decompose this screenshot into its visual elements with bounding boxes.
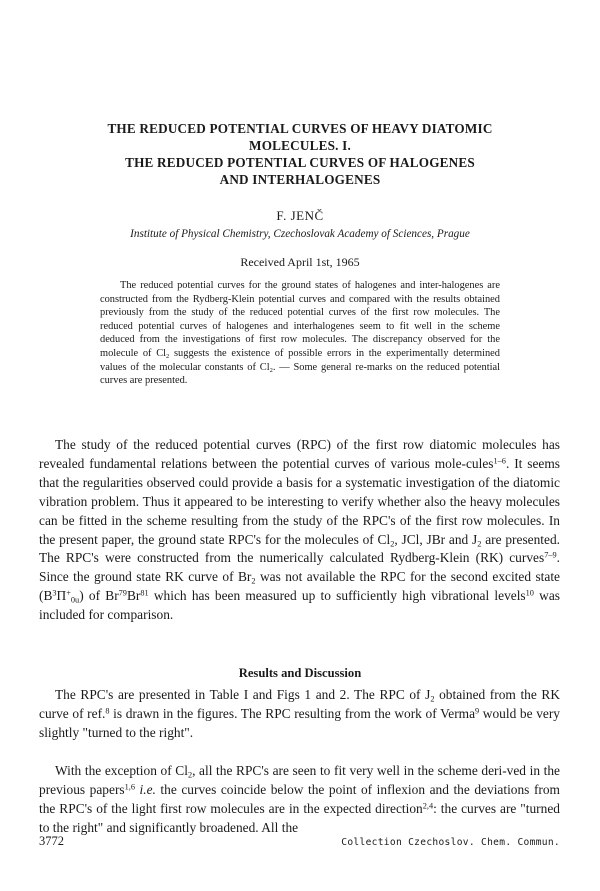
results-text: is drawn in the figures. The RPC resulting from the work of Verma [109, 705, 476, 721]
intro-text-1: The study of the reduced potential curves (RPC) of the first row diatomic molecules has revealed fundamental relations between the potential curves of various mole-cules [39, 437, 560, 471]
term-superscript: 3 [52, 588, 57, 598]
subscript: 2 [430, 694, 435, 704]
intro-text-8: Br [126, 588, 141, 604]
intro-paragraph [39, 436, 560, 625]
article-title [40, 120, 560, 188]
intro-text-10: was included for comparison. [39, 588, 560, 623]
term-superscript: + [66, 588, 71, 598]
results-text: the curves coincide below the point of inflexion and the deviations from the RPC's of the light first row molecules are in the expected direction [39, 781, 560, 816]
ref-superscript: 1,6 [124, 782, 135, 792]
ref-superscript: 9 [475, 706, 480, 716]
results-text: would be very slightly "turned to the right". [39, 705, 560, 740]
abstract-text-2: suggests the existence of possible errors in the experimentally determined values of the molecular constants of Cl [100, 347, 500, 373]
abstract [100, 279, 500, 388]
title-line-4: AND INTERHALOGENES [219, 172, 381, 187]
isotope-superscript: 79 [118, 588, 127, 598]
results-text: The RPC's are presented in Table I and Figs 1 and 2. The RPC of J [55, 687, 431, 702]
results-text: obtained from the RK curve of ref. [39, 687, 561, 721]
abstract-text-3: . — Some general re-marks on the reduced potential curves are presented. [100, 361, 500, 387]
author-name: F. JENČ [276, 208, 324, 223]
title-line-3: THE REDUCED POTENTIAL CURVES OF HALOGENES [125, 155, 475, 170]
title-line-2: MOLECULES. I. [249, 138, 351, 153]
results-text: : the curves are "turned to the right" and significantly broadened. All the [39, 800, 560, 835]
subscript: 2 [477, 539, 482, 549]
abstract-subscript-2: 2 [269, 366, 273, 374]
page-number: 3772 [39, 834, 64, 848]
author-affiliation: Institute of Physical Chemistry, Czechoslovak Academy of Sciences, Prague [130, 228, 470, 240]
subscript: 2 [187, 770, 193, 780]
abstract-text-1: The reduced potential curves for the ground states of halogenes and inter-halogenes are constructed from the Rydberg-Klein potential curves and compared with the results obtained previously from the study of the reduced potential curves of the first row molecules. The reduced potential curves of halogenes and interhalogenes seem to fit well in the scheme deduced from the investigations of first row molecules. The discrepancy observed for the molecule of Cl [100, 280, 500, 359]
received-date: Received April 1st, 1965 [240, 255, 360, 269]
italic-ie: i.e. [139, 781, 156, 797]
intro-text-9: which has been measured up to sufficiently high vibrational levels [148, 588, 526, 604]
title-line-1: THE REDUCED POTENTIAL CURVES OF HEAVY DIATOMIC [107, 121, 493, 136]
results-text: With the exception of Cl [55, 763, 188, 778]
section-heading: Results and Discussion [238, 666, 362, 680]
abstract-subscript-1: 2 [166, 352, 170, 360]
intro-text-7: ) of Br [79, 588, 119, 604]
results-text: , all the RPC's are seen to fit very well in the scheme deri-ved in the previous papers [39, 763, 560, 797]
ref-superscript: 8 [105, 706, 110, 716]
subscript: 2 [251, 576, 256, 586]
ref-superscript: 10 [525, 588, 534, 598]
intro-text-2: . It seems that the regularities observed could provide a basis for a systematic investigation of the diatomic vibration problem. Thus it appeared to be interesting to verify whether also the heavy molecules can be fitted in the scheme resulting from the study of the RPC's of the first row molecules. In the present paper, the ground state RPC's for the molecules of Cl [39, 455, 560, 547]
ref-superscript: 7–9 [544, 550, 557, 560]
intro-text-3: , JCl, JBr and J [394, 531, 478, 547]
ref-superscript: 2,4 [422, 801, 434, 811]
intro-text-5: . Since the ground state RK curve of Br [39, 550, 560, 585]
intro-text-6: was not available the RPC for the second excited state (B [39, 569, 560, 604]
journal-name: Collection Czechoslov. Chem. Commun. [341, 837, 560, 848]
intro-text-4: are presented. The RPC's were constructed from the numerically calculated Rydberg-Klein (RK) curves [39, 531, 561, 566]
isotope-superscript: 81 [140, 588, 149, 598]
results-paragraph-2 [39, 762, 560, 838]
ref-superscript: 1–6 [493, 456, 506, 466]
term-symbol: Π [56, 588, 67, 604]
subscript: 2 [390, 539, 395, 549]
results-paragraph-1 [39, 686, 560, 743]
term-subscript: 0u [70, 595, 80, 605]
